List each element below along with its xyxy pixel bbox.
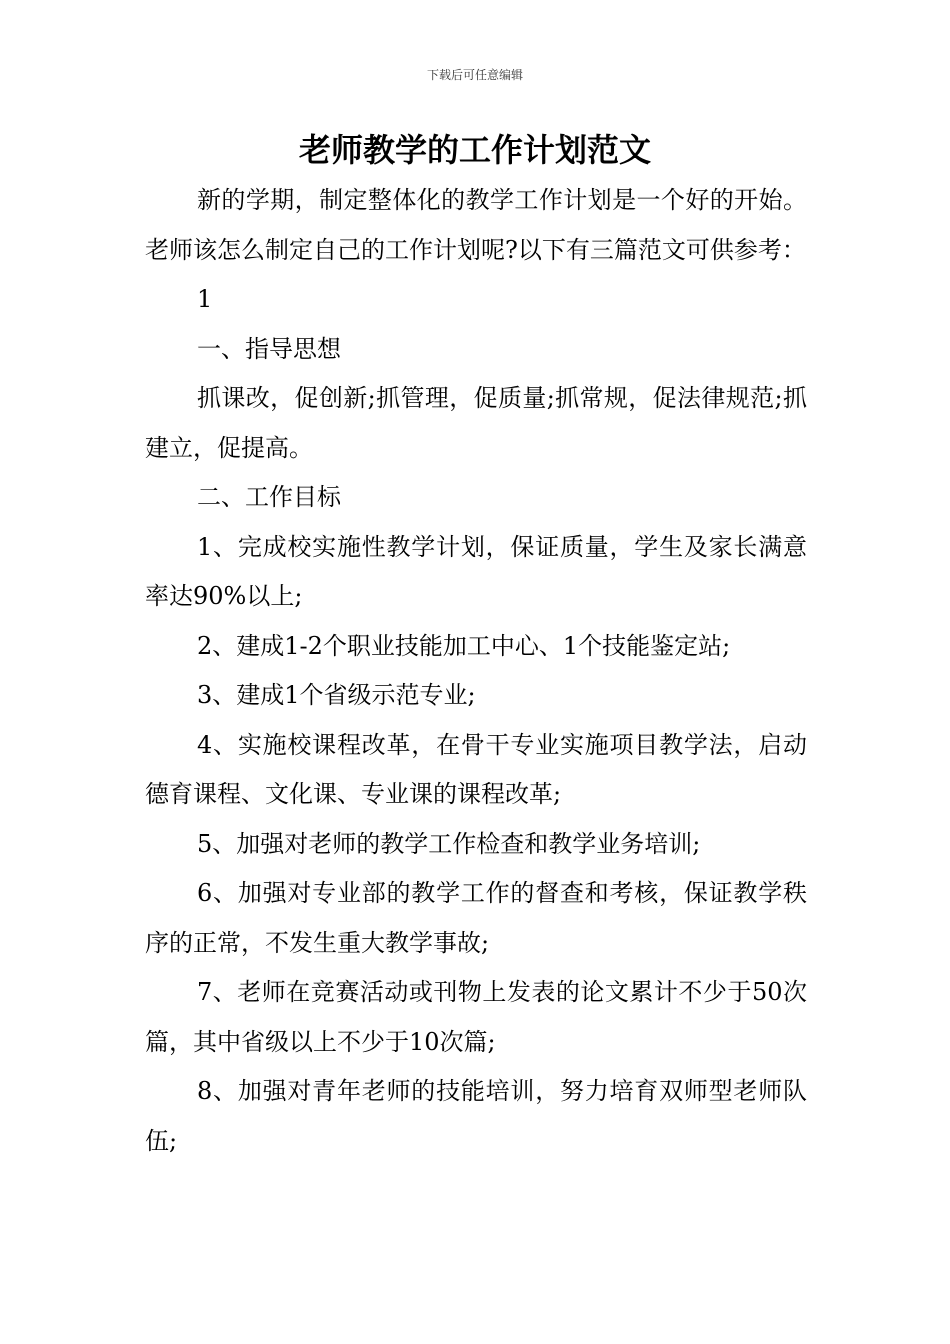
heading-work-goals: 二、工作目标 [197,483,341,511]
guiding-thought-paragraph: 抓课改，促创新;抓管理，促质量;抓常规，促法律规范;抓建立，促提高。 [145,384,807,462]
document-body [145,176,807,1166]
goal-item-1: 1、完成校实施性教学计划，保证质量，学生及家长满意率达90%以上; [145,532,807,610]
document-title: 老师教学的工作计划范文 [298,131,651,169]
header-note: 下载后可任意编辑 [426,68,523,82]
intro-paragraph: 新的学期，制定整体化的教学工作计划是一个好的开始。老师该怎么制定自己的工作计划呢?以下有三篇范文可供参考： [145,186,807,264]
goal-item-4: 4、实施校课程改革，在骨干专业实施项目教学法，启动德育课程、文化课、专业课的课程改革; [145,730,807,808]
goal-item-2: 2、建成1-2个职业技能加工中心、1个技能鉴定站; [197,631,731,660]
heading-guiding-thought: 一、指导思想 [197,334,341,363]
goal-item-8: 8、加强对青年老师的技能培训，努力培育双师型老师队伍; [145,1077,807,1155]
section-number: 1 [197,285,213,313]
goal-item-5: 5、加强对老师的教学工作检查和教学业务培训; [197,829,701,858]
goal-item-7: 7、老师在竞赛活动或刊物上发表的论文累计不少于50次篇，其中省级以上不少于10次篇; [145,978,807,1056]
goal-item-6: 6、加强对专业部的教学工作的督查和考核，保证教学秩序的正常，不发生重大教学事故; [145,879,807,957]
goal-item-3: 3、建成1个省级示范专业; [197,681,476,709]
